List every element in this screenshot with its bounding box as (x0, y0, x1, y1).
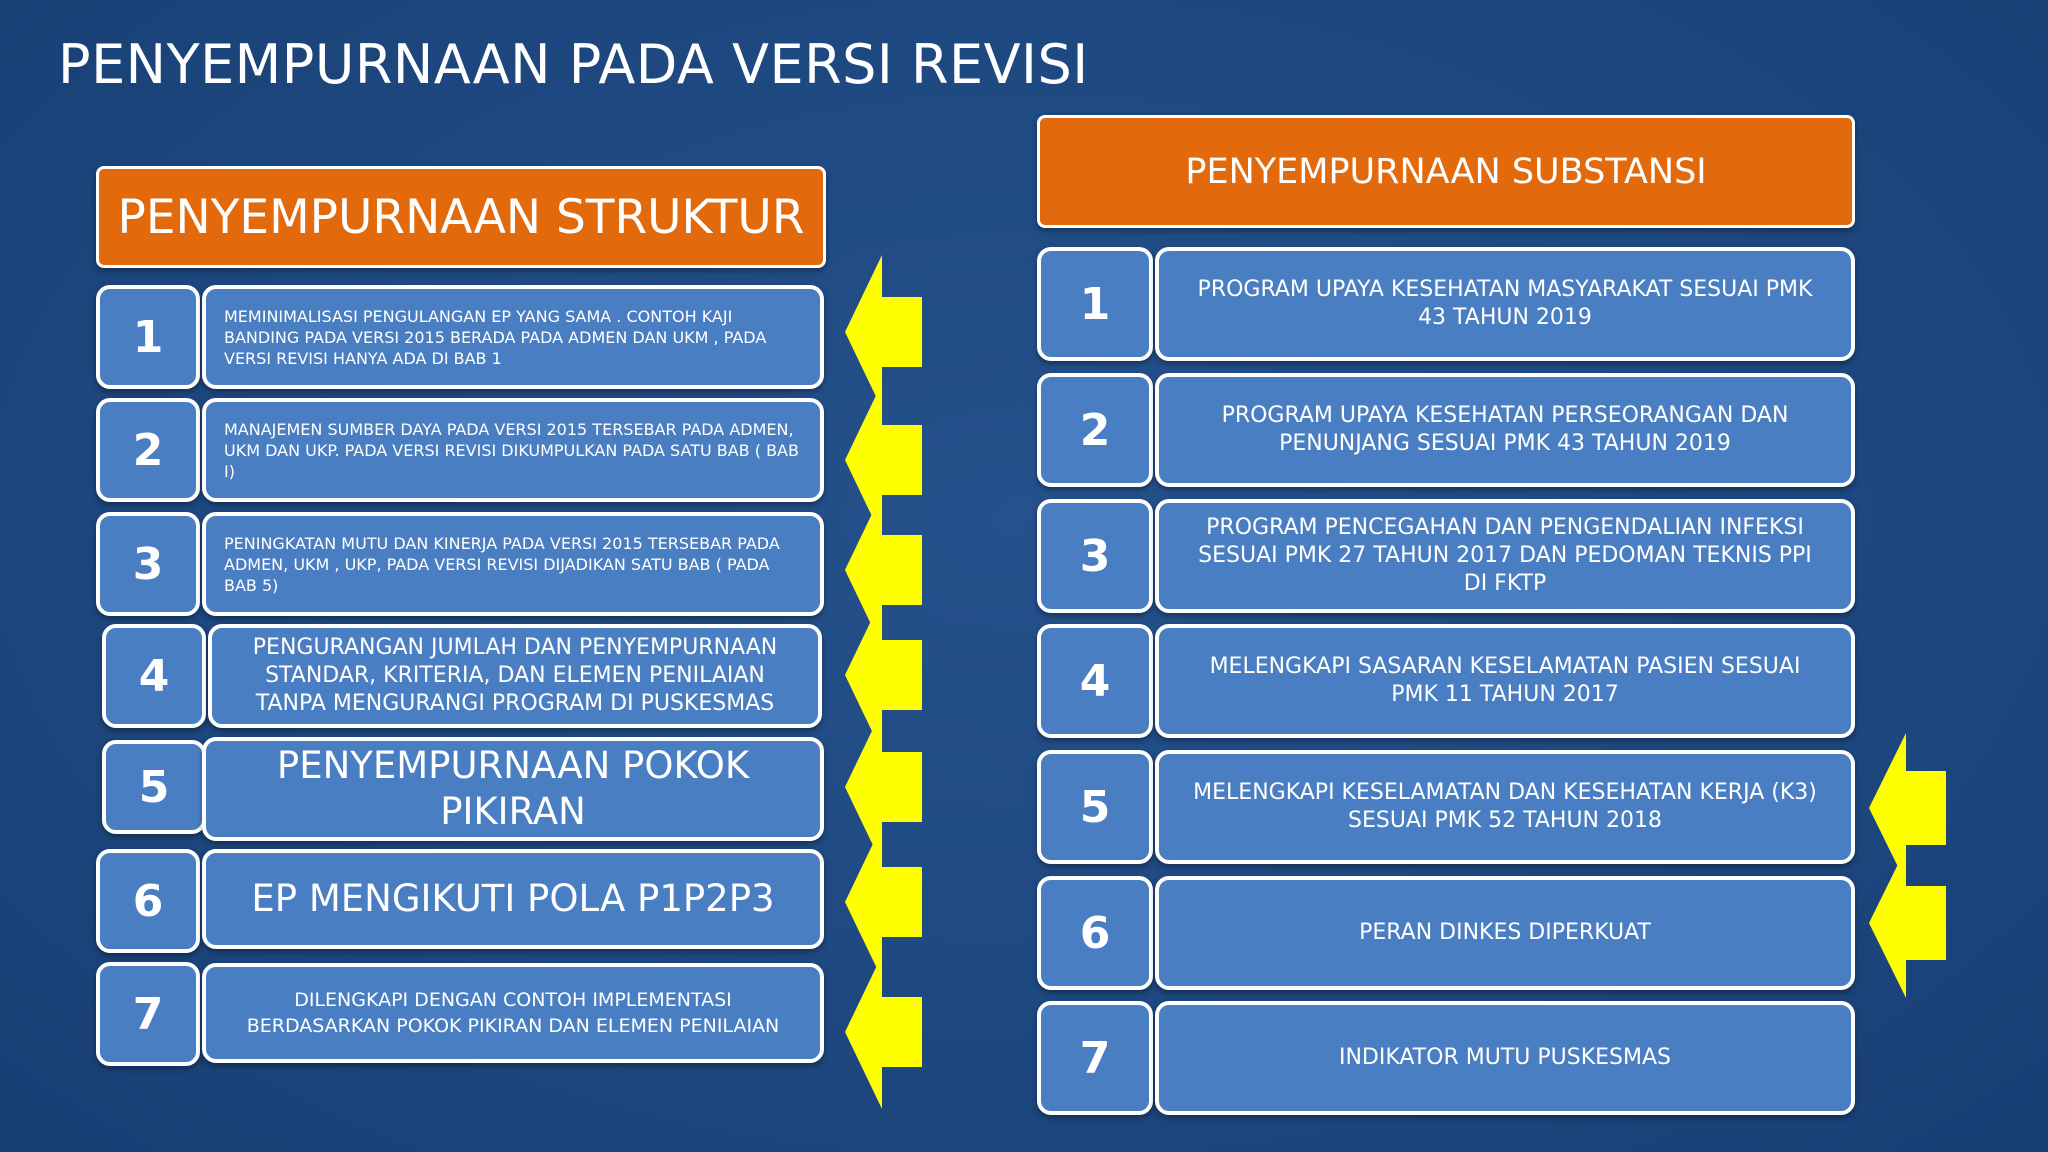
substansi-number-4: 4 (1037, 624, 1153, 738)
slide-title: PENYEMPURNAAN PADA VERSI REVISI (58, 33, 1089, 96)
left-arrow-icon (845, 255, 922, 409)
substansi-item-1: PROGRAM UPAYA KESEHATAN MASYARAKAT SESUAI PMK 43 TAHUN 2019 (1155, 247, 1855, 361)
right-arrow-icon (1869, 848, 1946, 998)
substansi-item-7: INDIKATOR MUTU PUSKESMAS (1155, 1001, 1855, 1115)
struktur-item-7: DILENGKAPI DENGAN CONTOH IMPLEMENTASI BERDASARKAN POKOK PIKIRAN DAN ELEMEN PENILAIAN (202, 963, 824, 1063)
left-arrow-icon (845, 493, 922, 647)
substansi-number-6: 6 (1037, 876, 1153, 990)
struktur-number-6: 6 (96, 849, 200, 953)
struktur-item-1: MEMINIMALISASI PENGULANGAN EP YANG SAMA . CONTOH KAJI BANDING PADA VERSI 2015 BERADA PADA ADMEN DAN UKM , PADA VERSI REVISI HANYA ADA DI BAB 1 (202, 285, 824, 389)
struktur-item-6: EP MENGIKUTI POLA P1P2P3 (202, 849, 824, 949)
struktur-number-1: 1 (96, 285, 200, 389)
substansi-item-2: PROGRAM UPAYA KESEHATAN PERSEORANGAN DAN PENUNJANG SESUAI PMK 43 TAHUN 2019 (1155, 373, 1855, 487)
left-arrow-icon (845, 825, 922, 979)
substansi-item-6: PERAN DINKES DIPERKUAT (1155, 876, 1855, 990)
substansi-item-3: PROGRAM PENCEGAHAN DAN PENGENDALIAN INFEKSI SESUAI PMK 27 TAHUN 2017 DAN PEDOMAN TEKNIS PPI DI FKTP (1155, 499, 1855, 613)
struktur-number-3: 3 (96, 512, 200, 616)
struktur-item-4: PENGURANGAN JUMLAH DAN PENYEMPURNAAN STANDAR, KRITERIA, DAN ELEMEN PENILAIAN TANPA MENGURANGI PROGRAM DI PUSKESMAS (208, 624, 822, 728)
struktur-header: PENYEMPURNAAN STRUKTUR (96, 166, 826, 268)
struktur-number-5: 5 (102, 740, 206, 834)
struktur-number-2: 2 (96, 398, 200, 502)
yellow-arrow-group-left (845, 255, 925, 1115)
substansi-number-3: 3 (1037, 499, 1153, 613)
substansi-number-5: 5 (1037, 750, 1153, 864)
substansi-item-5: MELENGKAPI KESELAMATAN DAN KESEHATAN KERJA (K3) SESUAI PMK 52 TAHUN 2018 (1155, 750, 1855, 864)
substansi-item-4: MELENGKAPI SASARAN KESELAMATAN PASIEN SESUAI PMK 11 TAHUN 2017 (1155, 624, 1855, 738)
left-arrow-icon (845, 955, 922, 1109)
substansi-header: PENYEMPURNAAN SUBSTANSI (1037, 115, 1855, 228)
struktur-number-4: 4 (102, 624, 206, 728)
struktur-item-3: PENINGKATAN MUTU DAN KINERJA PADA VERSI 2015 TERSEBAR PADA ADMEN, UKM , UKP, PADA VERSI REVISI DIJADIKAN SATU BAB ( PADA BAB 5) (202, 512, 824, 616)
substansi-number-1: 1 (1037, 247, 1153, 361)
left-arrow-icon (845, 383, 922, 537)
struktur-item-5: PENYEMPURNAAN POKOK PIKIRAN (202, 737, 824, 841)
substansi-number-7: 7 (1037, 1001, 1153, 1115)
struktur-number-7: 7 (96, 962, 200, 1066)
yellow-arrow-group-right (1869, 733, 1949, 1003)
left-arrow-icon (845, 598, 922, 752)
struktur-item-2: MANAJEMEN SUMBER DAYA PADA VERSI 2015 TERSEBAR PADA ADMEN, UKM DAN UKP. PADA VERSI REVISI DIKUMPULKAN PADA SATU BAB ( BAB I) (202, 398, 824, 502)
substansi-number-2: 2 (1037, 373, 1153, 487)
right-arrow-icon (1869, 733, 1946, 883)
left-arrow-icon (845, 710, 922, 864)
